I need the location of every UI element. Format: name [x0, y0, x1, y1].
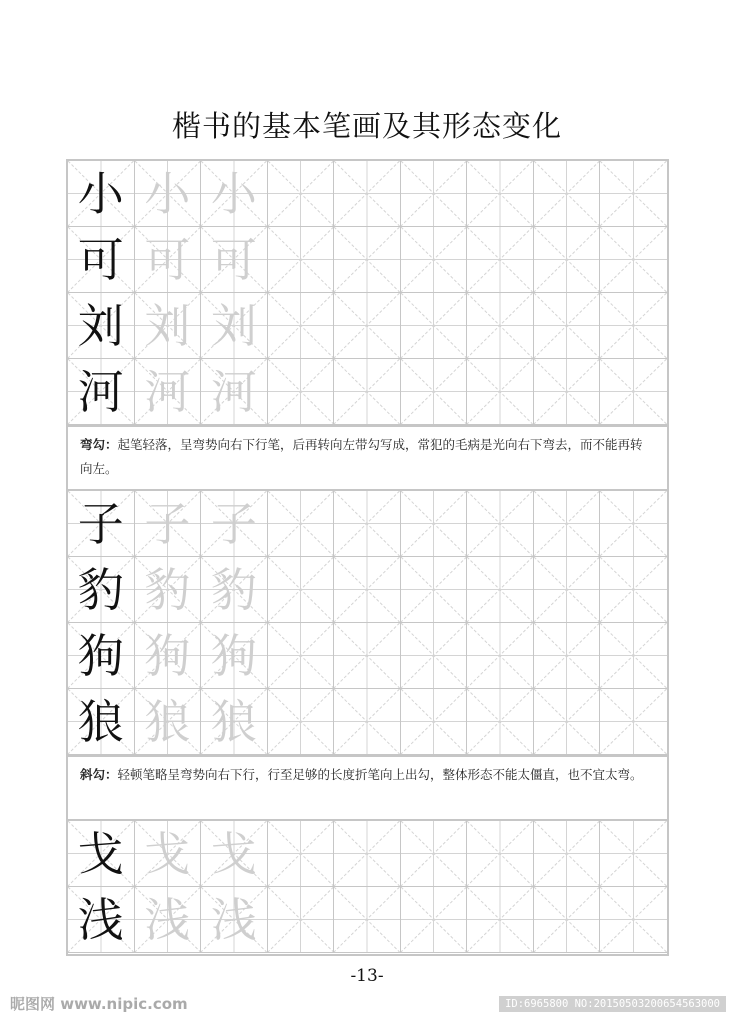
model-character: 刘: [77, 298, 124, 353]
mi-grid-cell: [268, 821, 335, 887]
mi-grid-cell: [334, 227, 401, 293]
mi-grid-cell: [600, 623, 667, 689]
trace-character: 浅: [210, 892, 257, 947]
mi-grid-cell: [334, 491, 401, 557]
model-character: 可: [77, 232, 124, 287]
mi-grid-cell: [334, 557, 401, 623]
mi-grid-cell: [201, 887, 268, 953]
mi-grid-cell: [201, 161, 268, 227]
trace-character: 狗: [210, 628, 257, 683]
trace-character: 狗: [144, 628, 191, 683]
mi-grid-cell: [534, 689, 601, 755]
mi-grid-cell: [600, 887, 667, 953]
mi-grid-cell: [534, 887, 601, 953]
trace-character: 可: [210, 232, 257, 287]
trace-character: 刘: [210, 298, 257, 353]
mi-grid-cell: [467, 887, 534, 953]
mi-grid-cell: [201, 557, 268, 623]
mi-grid-cell: [600, 689, 667, 755]
mi-grid-cell: [268, 227, 335, 293]
trace-character: 刘: [144, 298, 191, 353]
mi-grid-cell: [600, 227, 667, 293]
trace-character: 小: [144, 166, 191, 221]
trace-character: 戈: [210, 826, 257, 881]
practice-sheet: [66, 159, 669, 956]
mi-grid-cell: [401, 821, 468, 887]
mi-grid-cell: [534, 623, 601, 689]
mi-grid-cell: [534, 557, 601, 623]
trace-character: 子: [210, 496, 257, 551]
practice-row: [68, 491, 667, 557]
mi-grid-cell: [268, 491, 335, 557]
mi-grid-cell: [135, 293, 202, 359]
practice-row: [68, 821, 667, 887]
trace-character: 浅: [144, 892, 191, 947]
mi-grid-cell: [135, 359, 202, 425]
mi-grid-cell: [135, 227, 202, 293]
mi-grid-cell: [467, 359, 534, 425]
mi-grid-cell: [334, 293, 401, 359]
mi-grid-cell: [534, 491, 601, 557]
page-title: 楷书的基本笔画及其形态变化: [171, 109, 562, 143]
note-label: 弯勾：: [80, 437, 118, 452]
mi-grid-cell: [401, 359, 468, 425]
model-character: 河: [77, 364, 124, 419]
mi-grid-cell: [68, 359, 135, 425]
mi-grid-cell: [68, 821, 135, 887]
mi-grid-cell: [401, 491, 468, 557]
model-character: 狗: [77, 628, 124, 683]
watermark-id: ID:6965800 NO:20150503200654563000: [499, 996, 726, 1012]
trace-character: 狼: [144, 694, 191, 749]
trace-character: 豹: [144, 562, 191, 617]
mi-grid-cell: [467, 161, 534, 227]
mi-grid-cell: [68, 293, 135, 359]
mi-grid-cell: [268, 689, 335, 755]
note-text: 轻顿笔略呈弯势向右下行，行至足够的长度折笔向上出勾，整体形态不能太僵直，也不宜太弯。: [117, 767, 643, 782]
practice-row: [68, 293, 667, 359]
practice-row: [68, 557, 667, 623]
note-wangou: [68, 425, 667, 491]
mi-grid-cell: [467, 623, 534, 689]
mi-grid-cell: [68, 557, 135, 623]
mi-grid-cell: [68, 227, 135, 293]
mi-grid-cell: [135, 557, 202, 623]
mi-grid-cell: [135, 887, 202, 953]
mi-grid-cell: [268, 293, 335, 359]
practice-row: [68, 227, 667, 293]
trace-character: 河: [210, 364, 257, 419]
trace-character: 子: [144, 496, 191, 551]
mi-grid-cell: [534, 161, 601, 227]
mi-grid-cell: [334, 689, 401, 755]
practice-row: [68, 887, 667, 953]
mi-grid-cell: [68, 161, 135, 227]
mi-grid-cell: [467, 227, 534, 293]
grid-section-2: [68, 491, 667, 755]
mi-grid-cell: [600, 557, 667, 623]
mi-grid-cell: [467, 557, 534, 623]
note-xiegou: [68, 755, 667, 821]
mi-grid-cell: [467, 491, 534, 557]
mi-grid-cell: [201, 623, 268, 689]
practice-row: [68, 161, 667, 227]
mi-grid-cell: [334, 359, 401, 425]
mi-grid-cell: [201, 293, 268, 359]
mi-grid-cell: [334, 887, 401, 953]
grid-section-1: [68, 161, 667, 425]
trace-character: 可: [144, 232, 191, 287]
trace-character: 小: [210, 166, 257, 221]
mi-grid-cell: [600, 359, 667, 425]
mi-grid-cell: [135, 821, 202, 887]
mi-grid-cell: [201, 491, 268, 557]
mi-grid-cell: [534, 821, 601, 887]
mi-grid-cell: [600, 161, 667, 227]
practice-row: [68, 359, 667, 425]
model-character: 子: [77, 496, 124, 551]
mi-grid-cell: [401, 887, 468, 953]
mi-grid-cell: [201, 359, 268, 425]
mi-grid-cell: [68, 491, 135, 557]
mi-grid-cell: [600, 821, 667, 887]
page-number: -13-: [350, 966, 384, 986]
watermark-logo: 昵图网 www.nipic.com: [10, 995, 188, 1013]
mi-grid-cell: [334, 623, 401, 689]
mi-grid-cell: [268, 161, 335, 227]
mi-grid-cell: [334, 821, 401, 887]
mi-grid-cell: [135, 623, 202, 689]
mi-grid-cell: [68, 887, 135, 953]
mi-grid-cell: [467, 689, 534, 755]
trace-character: 戈: [144, 826, 191, 881]
trace-character: 豹: [210, 562, 257, 617]
note-text: 起笔轻落，呈弯势向右下行笔，后再转向左带勾写成，常犯的毛病是光向右下弯去，而不能再转向左。: [80, 437, 643, 476]
mi-grid-cell: [401, 227, 468, 293]
mi-grid-cell: [268, 359, 335, 425]
mi-grid-cell: [201, 689, 268, 755]
mi-grid-cell: [467, 293, 534, 359]
note-label: 斜勾：: [80, 767, 118, 782]
mi-grid-cell: [201, 821, 268, 887]
mi-grid-cell: [534, 293, 601, 359]
mi-grid-cell: [534, 359, 601, 425]
practice-row: [68, 623, 667, 689]
mi-grid-cell: [467, 821, 534, 887]
practice-row: [68, 689, 667, 755]
mi-grid-cell: [135, 689, 202, 755]
model-character: 狼: [77, 694, 124, 749]
grid-section-3: [68, 821, 667, 953]
mi-grid-cell: [268, 623, 335, 689]
mi-grid-cell: [401, 689, 468, 755]
mi-grid-cell: [534, 227, 601, 293]
model-character: 豹: [77, 562, 124, 617]
mi-grid-cell: [600, 491, 667, 557]
mi-grid-cell: [135, 161, 202, 227]
mi-grid-cell: [201, 227, 268, 293]
mi-grid-cell: [135, 491, 202, 557]
mi-grid-cell: [68, 689, 135, 755]
mi-grid-cell: [401, 557, 468, 623]
mi-grid-cell: [401, 623, 468, 689]
mi-grid-cell: [334, 161, 401, 227]
trace-character: 河: [144, 364, 191, 419]
model-character: 浅: [77, 892, 124, 947]
mi-grid-cell: [268, 887, 335, 953]
mi-grid-cell: [268, 557, 335, 623]
model-character: 戈: [77, 826, 124, 881]
trace-character: 狼: [210, 694, 257, 749]
mi-grid-cell: [401, 293, 468, 359]
mi-grid-cell: [600, 293, 667, 359]
mi-grid-cell: [401, 161, 468, 227]
mi-grid-cell: [68, 623, 135, 689]
model-character: 小: [77, 166, 124, 221]
